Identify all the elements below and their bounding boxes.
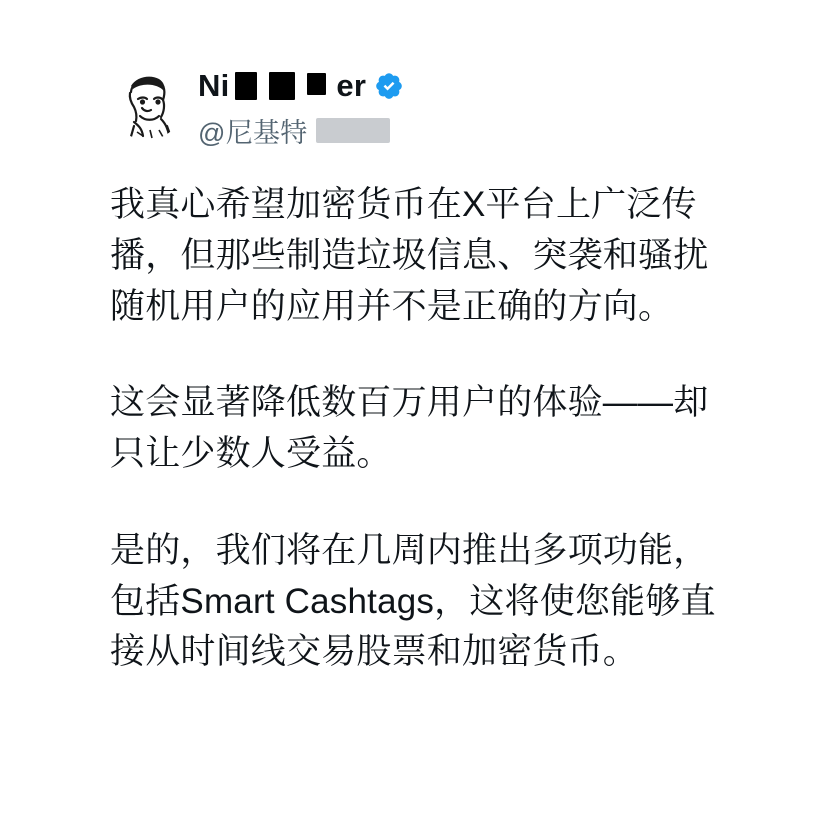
post-paragraph-3: 是的，我们将在几周内推出多项功能，包括Smart Cashtags，这将使您能够直接从时间线交易股票和加密货币。: [110, 530, 716, 672]
redaction-block-3: [307, 73, 326, 95]
handle-text: @尼基特: [198, 118, 308, 148]
redaction-block-2: [269, 72, 295, 100]
redaction-block-1: [235, 72, 257, 100]
post-paragraph-2: 这会显著降低数百万用户的体验——却只让少数人受益。: [110, 383, 709, 473]
handle-row: [198, 111, 404, 150]
post-text: [110, 180, 718, 678]
display-name-prefix: Ni: [198, 68, 230, 103]
display-name-suffix: er: [336, 68, 367, 103]
avatar[interactable]: [110, 66, 184, 140]
post-paragraph-1: 我真心希望加密货币在X平台上广泛传播，但那些制造垃圾信息、突袭和骚扰随机用户的应用并不是正确的方向。: [110, 185, 709, 326]
display-name-row: [198, 70, 404, 101]
verified-badge-icon: [374, 71, 404, 101]
post-header: [110, 62, 718, 150]
identity-block: [198, 62, 404, 150]
handle-redaction-block: [316, 118, 390, 143]
